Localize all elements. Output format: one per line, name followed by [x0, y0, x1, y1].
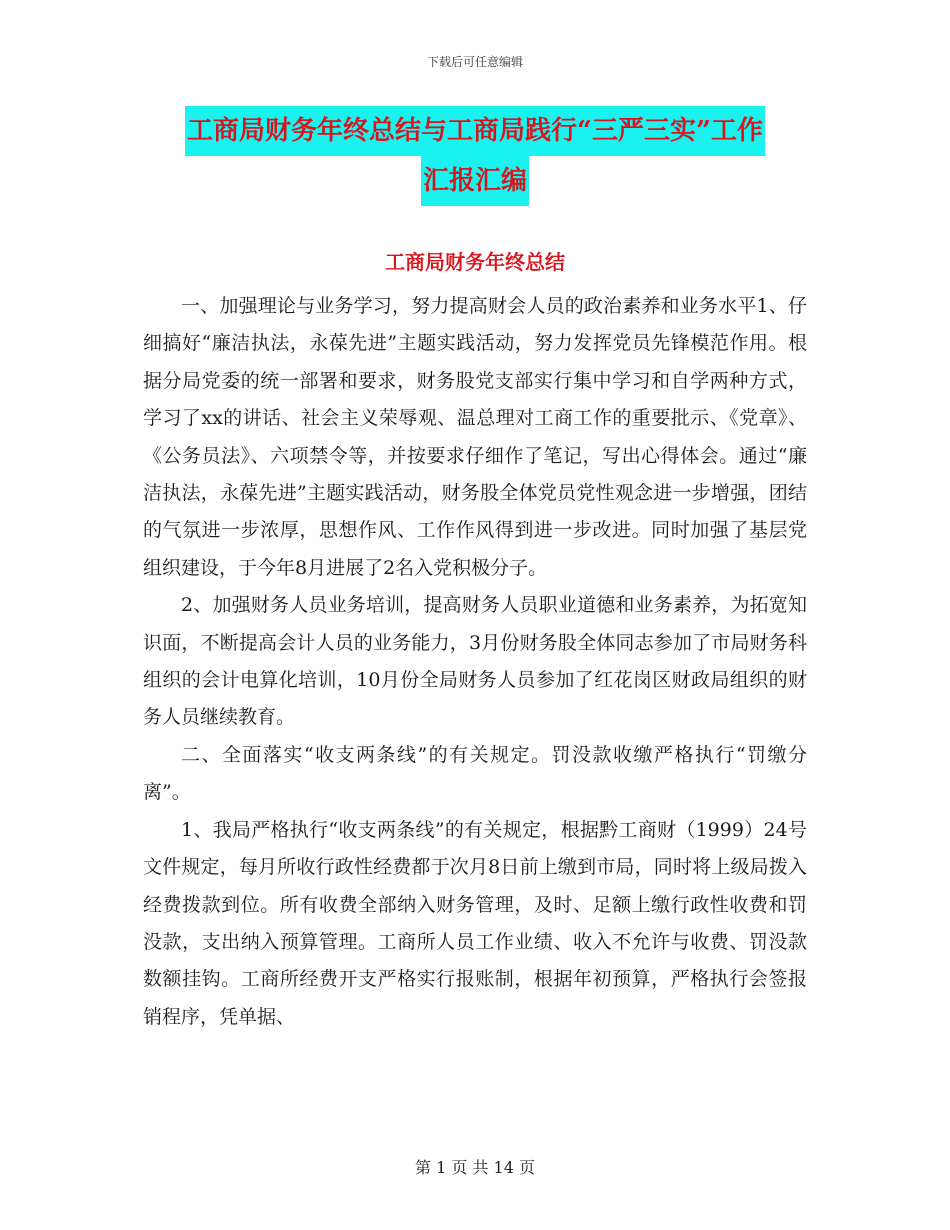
- paragraph-1: 一、加强理论与业务学习，努力提高财会人员的政治素养和业务水平1、仔细搞好“廉洁执法，永葆先进”主题实践活动，努力发挥党员先锋模范作用。根据分局党委的统一部署和要求，财务股党支部实行集中学习和自学两种方式，学习了xx的讲话、社会主义荣辱观、温总理对工商工作的重要批示、《党章》、《公务员法》、六项禁令等，并按要求仔细作了笔记，写出心得体会。通过“廉洁执法，永葆先进”主题实践活动，财务股全体党员党性观念进一步增强，团结的气氛进一步浓厚，思想作风、工作作风得到进一步改进。同时加强了基层党组织建设，于今年8月进展了2名入党积极分子。: [143, 295, 807, 579]
- title-line-1: 工商局财务年终总结与工商局践行“三严三实”工作: [185, 106, 765, 156]
- document-title: [140, 106, 810, 206]
- paragraph-2: 2、加强财务人员业务培训，提高财务人员职业道德和业务素养，为拓宽知识面，不断提高会计人员的业务能力，3月份财务股全体同志参加了市局财务科组织的会计电算化培训，10月份全局财务人员参加了红花岗区财政局组织的财务人员继续教育。: [143, 594, 807, 729]
- paragraph-4: 1、我局严格执行“收支两条线”的有关规定，根据黔工商财（1999）24号文件规定，每月所收行政性经费都于次月8日前上缴到市局，同时将上级局拨入经费拨款到位。所有收费全部纳入财务管理，及时、足额上缴行政性收费和罚没款，支出纳入预算管理。工商所人员工作业绩、收入不允许与收费、罚没款数额挂钩。工商所经费开支严格实行报账制，根据年初预算，严格执行会签报销程序，凭单据、: [143, 818, 807, 1028]
- header-note: 下载后可任意编辑: [426, 55, 523, 69]
- section-title: 工商局财务年终总结: [385, 250, 565, 274]
- document-body: [143, 288, 807, 1036]
- paragraph-3: 二、全面落实“收支两条线”的有关规定。罚没款收缴严格执行“罚缴分离”。: [143, 743, 807, 804]
- title-line-2: 汇报汇编: [421, 156, 529, 206]
- page-footer: 第 1 页 共 14 页: [415, 1158, 535, 1177]
